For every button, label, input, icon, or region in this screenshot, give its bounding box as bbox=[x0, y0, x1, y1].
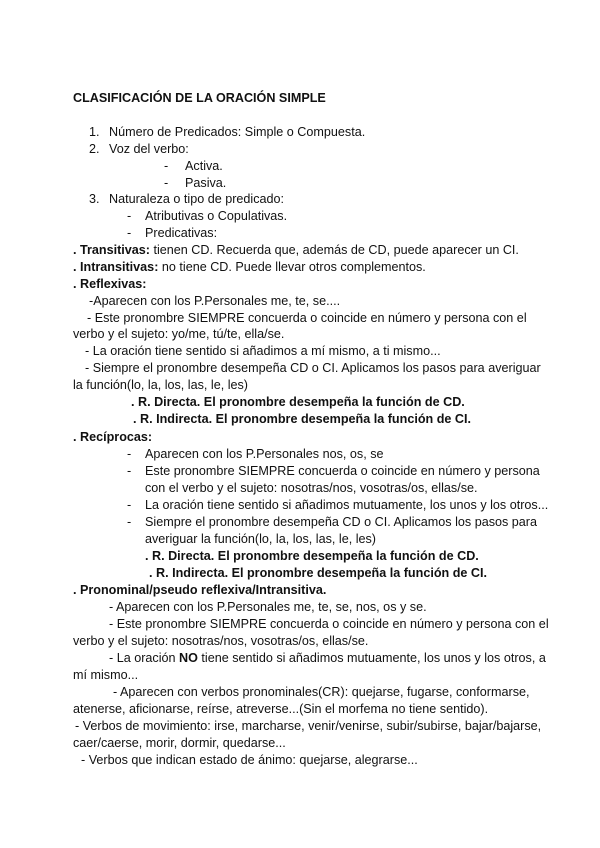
reciprocas-line-2a: Este pronombre SIEMPRE concuerda o coincide en número y persona bbox=[145, 464, 540, 478]
list-item-3-sub1: Atributivas o Copulativas. bbox=[145, 209, 288, 223]
list-item-2-number: 2. bbox=[89, 142, 100, 156]
reciprocas-heading: . Recíprocas: bbox=[73, 430, 153, 444]
list-item-2-sub2: Pasiva. bbox=[185, 176, 227, 190]
pronominal-line-2b: verbo y el sujeto: nosotras/nos, vosotras/os, ellas/se. bbox=[73, 634, 369, 648]
transitivas-text: tienen CD. Recuerda que, además de CD, puede aparecer un CI. bbox=[150, 243, 519, 257]
pronominal-line-4a: - Aparecen con verbos pronominales(CR): quejarse, fugarse, conformarse, bbox=[113, 685, 530, 699]
reflexivas-heading: . Reflexivas: bbox=[73, 277, 147, 291]
reflexivas-line-3: - La oración tiene sentido si añadimos a mí mismo, a ti mismo... bbox=[85, 344, 441, 358]
pronominal-line-3b: mí mismo... bbox=[73, 668, 139, 682]
pronominal-line-2a: - Este pronombre SIEMPRE concuerda o coincide en número y persona con el bbox=[109, 617, 549, 631]
list-item-3-sub1-dash: - bbox=[127, 209, 132, 223]
intransitivas-line bbox=[73, 259, 426, 275]
pronominal-heading: . Pronominal/pseudo reflexiva/Intransitiva. bbox=[73, 583, 327, 597]
pronominal-line-3a-post: tiene sentido si añadimos mutuamente, los unos y los otros, a bbox=[197, 651, 546, 665]
reciprocas-line-6: . R. Indirecta. El pronombre desempeña la función de CI. bbox=[149, 566, 487, 580]
reflexivas-line-6: . R. Indirecta. El pronombre desempeña la función de CI. bbox=[133, 412, 471, 426]
reciprocas-dash-4: - bbox=[127, 515, 132, 529]
reflexivas-line-4a: - Siempre el pronombre desempeña CD o CI. Aplicamos los pasos para averiguar bbox=[85, 361, 541, 375]
list-item-2-sub2-dash: - bbox=[164, 176, 169, 190]
list-item-2-sub1: Activa. bbox=[185, 159, 223, 173]
reflexivas-line-4b: la función(lo, la, los, las, le, les) bbox=[73, 378, 248, 392]
reciprocas-line-1: Aparecen con los P.Personales nos, os, se bbox=[145, 447, 384, 461]
list-item-1-number: 1. bbox=[89, 125, 100, 139]
list-item-3-text: Naturaleza o tipo de predicado: bbox=[109, 192, 285, 206]
list-item-2-text: Voz del verbo: bbox=[109, 142, 189, 156]
reciprocas-dash-3: - bbox=[127, 498, 132, 512]
list-item-3-sub2: Predicativas: bbox=[145, 226, 218, 240]
pronominal-line-3a-pre: - La oración bbox=[109, 651, 180, 665]
pronominal-line-3a-bold: NO bbox=[179, 651, 198, 665]
reciprocas-dash-1: - bbox=[127, 447, 132, 461]
intransitivas-label: . Intransitivas: bbox=[73, 260, 159, 274]
pronominal-line-1: - Aparecen con los P.Personales me, te, se, nos, os y se. bbox=[109, 600, 427, 614]
list-item-3-number: 3. bbox=[89, 192, 100, 206]
reflexivas-line-2a: - Este pronombre SIEMPRE concuerda o coincide en número y persona con el bbox=[87, 311, 527, 325]
transitivas-label: . Transitivas: bbox=[73, 243, 150, 257]
reciprocas-line-4b: averiguar la función(lo, la, los, las, le, les) bbox=[145, 532, 376, 546]
transitivas-line bbox=[73, 242, 519, 258]
reflexivas-line-1: -Aparecen con los P.Personales me, te, se.... bbox=[89, 294, 341, 308]
list-item-1-text: Número de Predicados: Simple o Compuesta. bbox=[109, 125, 366, 139]
reciprocas-dash-2: - bbox=[127, 464, 132, 478]
reflexivas-line-5: . R. Directa. El pronombre desempeña la función de CD. bbox=[131, 395, 465, 409]
pronominal-line-5b: caer/caerse, morir, dormir, quedarse... bbox=[73, 736, 286, 750]
reciprocas-line-4a: Siempre el pronombre desempeña CD o CI. Aplicamos los pasos para bbox=[145, 515, 537, 529]
list-item-3-sub2-dash: - bbox=[127, 226, 132, 240]
reciprocas-line-3: La oración tiene sentido si añadimos mutuamente, los unos y los otros... bbox=[145, 498, 549, 512]
list-item-2-sub1-dash: - bbox=[164, 159, 169, 173]
reflexivas-line-2b: verbo y el sujeto: yo/me, tú/te, ella/se. bbox=[73, 327, 285, 341]
pronominal-line-6: - Verbos que indican estado de ánimo: quejarse, alegrarse... bbox=[81, 753, 418, 767]
reciprocas-line-5: . R. Directa. El pronombre desempeña la función de CD. bbox=[145, 549, 479, 563]
page-title: CLASIFICACIÓN DE LA ORACIÓN SIMPLE bbox=[73, 91, 326, 105]
pronominal-line-4b: atenerse, aficionarse, reírse, atreverse...(Sin el morfema no tiene sentido). bbox=[73, 702, 489, 716]
reciprocas-line-2b: con el verbo y el sujeto: nosotras/nos, vosotras/os, ellas/se. bbox=[145, 481, 478, 495]
pronominal-line-3a bbox=[109, 650, 546, 666]
intransitivas-text: no tiene CD. Puede llevar otros complementos. bbox=[158, 260, 426, 274]
pronominal-line-5a: - Verbos de movimiento: irse, marcharse, venir/venirse, subir/subirse, bajar/bajarse, bbox=[75, 719, 542, 733]
